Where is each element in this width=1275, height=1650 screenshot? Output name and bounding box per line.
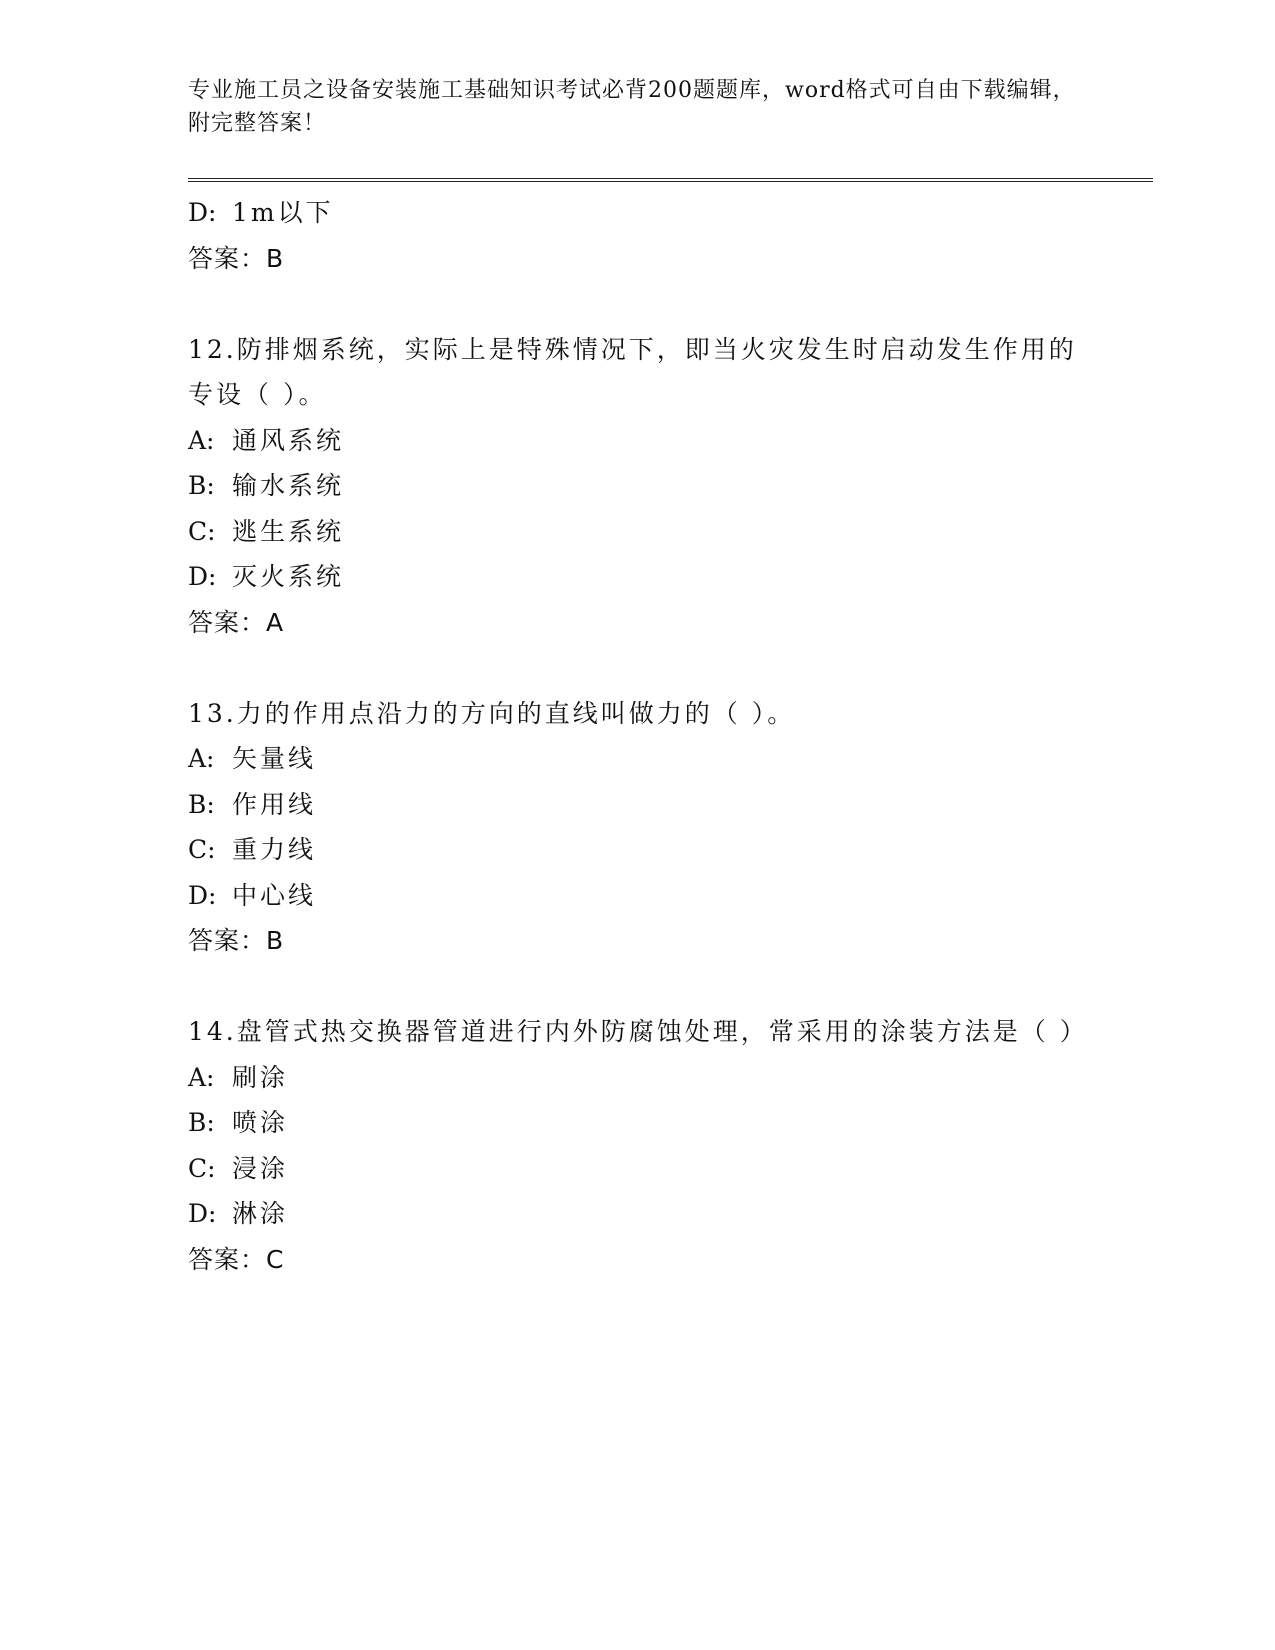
- option-text: 作用线: [232, 789, 317, 819]
- option-label: D:: [188, 198, 217, 227]
- option-label: A:: [188, 744, 215, 773]
- option-b: [188, 463, 1088, 509]
- option-label: C:: [188, 516, 216, 546]
- question-block: [188, 327, 1088, 646]
- option-c: [188, 827, 1088, 873]
- question-block: [188, 691, 1088, 964]
- option-b: [188, 1100, 1088, 1146]
- option-text: 喷涂: [232, 1108, 289, 1137]
- page-header-title: 专业施工员之设备安装施工基础知识考试必背200题题库，word格式可自由下载编辑，附完整答案！: [188, 78, 1076, 136]
- header-divider: [188, 178, 1153, 182]
- option-label: D:: [188, 562, 217, 591]
- option-label: A:: [188, 1062, 215, 1092]
- option-label: A:: [188, 425, 215, 455]
- option-a: [188, 1055, 1088, 1101]
- option-text: 1m以下: [232, 198, 334, 227]
- option-a: [188, 418, 1088, 464]
- option-text: 淋涂: [232, 1199, 289, 1228]
- option-text: 矢量线: [232, 744, 317, 773]
- spacer: [188, 281, 1088, 327]
- option-d: [188, 1191, 1088, 1237]
- option-text: 重力线: [232, 835, 317, 864]
- option-label: C:: [188, 1153, 216, 1183]
- question-stem: 12.防排烟系统，实际上是特殊情况下，即当火灾发生时启动发生作用的专设（ ）。: [188, 334, 1077, 409]
- answer-line: 答案：B: [188, 926, 285, 955]
- question-block: [188, 1009, 1088, 1282]
- spacer: [188, 964, 1088, 1010]
- option-label: D:: [188, 880, 217, 910]
- option-text: 输水系统: [232, 471, 345, 500]
- option-label: D:: [188, 1199, 217, 1228]
- option-text: 通风系统: [232, 425, 345, 455]
- option-label: C:: [188, 835, 216, 864]
- spacer: [188, 645, 1088, 691]
- option-d: [188, 190, 1088, 236]
- option-label: B:: [188, 1108, 215, 1137]
- option-c: [188, 1146, 1088, 1192]
- option-a: [188, 736, 1088, 782]
- option-text: 刷涂: [232, 1062, 289, 1092]
- option-b: [188, 782, 1088, 828]
- option-c: [188, 509, 1088, 555]
- option-d: [188, 554, 1088, 600]
- answer-line: 答案：C: [188, 1244, 285, 1274]
- option-text: 中心线: [232, 880, 317, 910]
- document-body: [188, 190, 1088, 1282]
- option-label: B:: [188, 789, 215, 819]
- question-stem: 14.盘管式热交换器管道进行内外防腐蚀处理，常采用的涂装方法是（ ）: [188, 1017, 1088, 1046]
- question-stem: 13.力的作用点沿力的方向的直线叫做力的（ ）。: [188, 698, 796, 728]
- option-text: 逃生系统: [232, 516, 345, 546]
- option-text: 灭火系统: [232, 562, 345, 591]
- answer-line: 答案：A: [188, 607, 285, 637]
- option-label: B:: [188, 471, 215, 500]
- answer-line: 答案：B: [188, 243, 285, 273]
- option-text: 浸涂: [232, 1153, 289, 1183]
- option-d: [188, 873, 1088, 919]
